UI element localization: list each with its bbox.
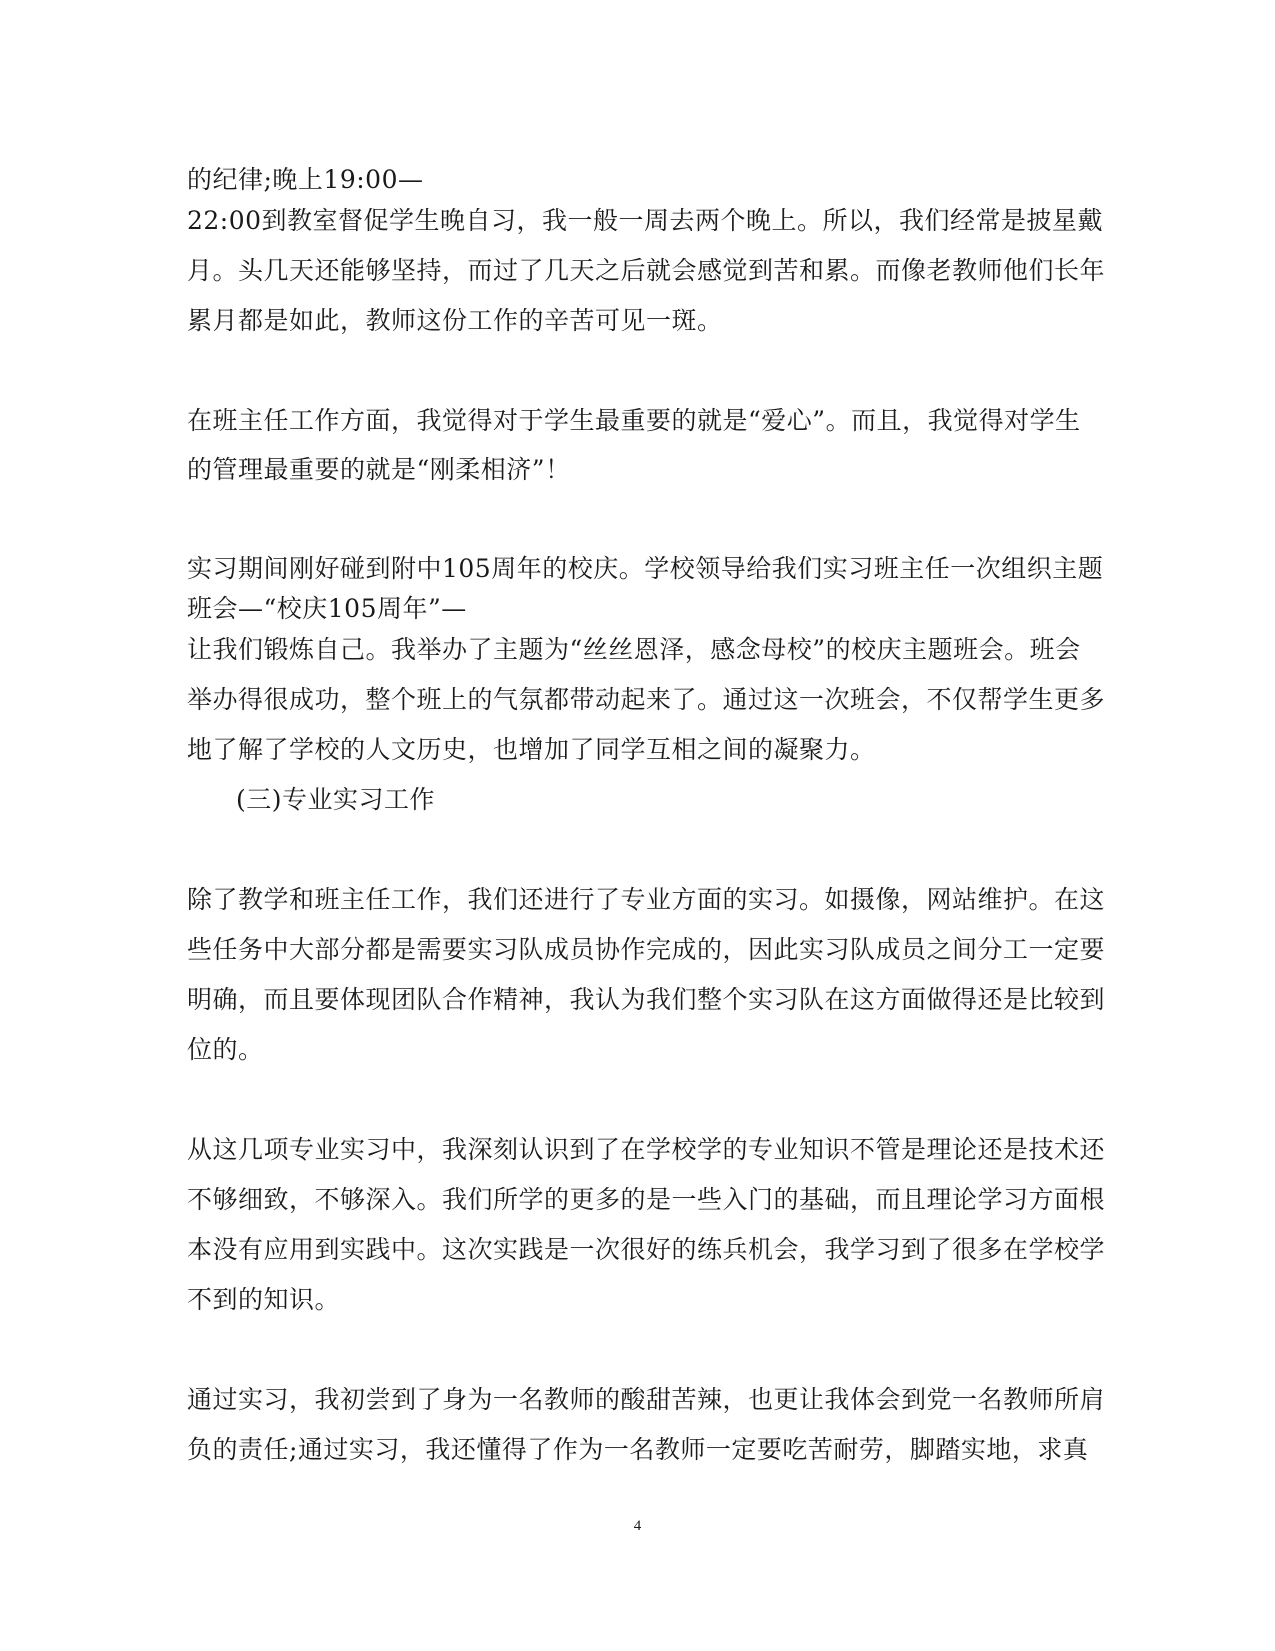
text-line: 通过实习，我初尝到了身为一名教师的酸甜苦辣，也更让我体会到党一名教师所肩 [187, 1385, 1106, 1414]
text-line: 位的。 [187, 1035, 264, 1064]
text-line: 不到的知识。 [187, 1285, 341, 1314]
text-line: 实习期间刚好碰到附中105周年的校庆。学校领导给我们实习班主任一次组织主题 [187, 554, 1104, 583]
text-line: 本没有应用到实践中。这次实践是一次很好的练兵机会，我学习到了很多在学校学 [187, 1235, 1106, 1264]
text-line: 地了解了学校的人文历史，也增加了同学互相之间的凝聚力。 [187, 735, 876, 764]
text-line: 的纪律;晚上19:00— [187, 165, 424, 194]
text-line: 负的责任;通过实习，我还懂得了作为一名教师一定要吃苦耐劳，脚踏实地，求真 [187, 1435, 1089, 1464]
text-line: 班会—“校庆105周年”— [187, 594, 467, 623]
section-heading: (三)专业实习工作 [236, 785, 436, 814]
text-line: 累月都是如此，教师这份工作的辛苦可见一斑。 [187, 306, 723, 335]
text-line: 月。头几天还能够坚持，而过了几天之后就会感觉到苦和累。而像老教师他们长年 [187, 256, 1106, 285]
text-line: 举办得很成功，整个班上的气氛都带动起来了。通过这一次班会，不仅帮学生更多 [187, 685, 1106, 714]
text-line: 的管理最重要的就是“刚柔相济”！ [187, 455, 571, 484]
text-line: 些任务中大部分都是需要实习队成员协作完成的，因此实习队成员之间分工一定要 [187, 935, 1106, 964]
text-line: 在班主任工作方面，我觉得对于学生最重要的就是“爱心”。而且，我觉得对学生 [187, 406, 1081, 435]
text-line: 除了教学和班主任工作，我们还进行了专业方面的实习。如摄像，网站维护。在这 [187, 885, 1106, 914]
text-line: 明确，而且要体现团队合作精神，我认为我们整个实习队在这方面做得还是比较到 [187, 985, 1106, 1014]
text-line: 不够细致，不够深入。我们所学的更多的是一些入门的基础，而且理论学习方面根 [187, 1185, 1106, 1214]
text-line: 让我们锻炼自己。我举办了主题为“丝丝恩泽，感念母校”的校庆主题班会。班会 [187, 635, 1081, 664]
text-line: 从这几项专业实习中，我深刻认识到了在学校学的专业知识不管是理论还是技术还 [187, 1135, 1106, 1164]
page-number: 4 [633, 1518, 642, 1534]
text-line: 22:00到教室督促学生晚自习，我一般一周去两个晚上。所以，我们经常是披星戴 [187, 206, 1104, 235]
